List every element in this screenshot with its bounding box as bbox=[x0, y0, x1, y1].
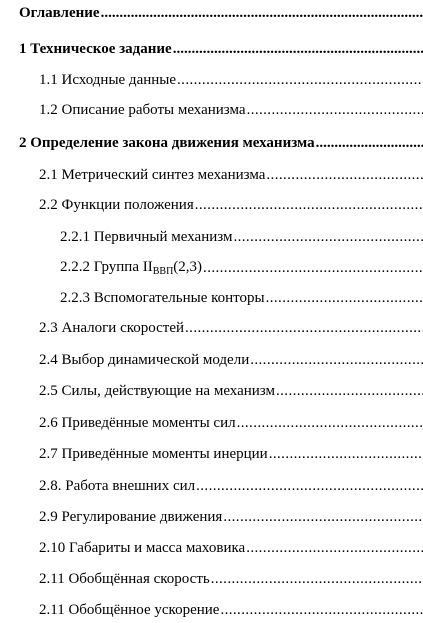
dot-leader bbox=[266, 167, 423, 184]
dot-leader bbox=[185, 320, 423, 337]
toc-entry-2[interactable] bbox=[19, 130, 423, 152]
dot-leader bbox=[195, 197, 423, 214]
dot-leader bbox=[250, 352, 423, 369]
toc-entry-2-5[interactable] bbox=[39, 378, 423, 400]
dot-leader bbox=[203, 260, 423, 277]
toc-entry-label: 1.1 Исходные данные bbox=[39, 72, 177, 88]
dot-leader bbox=[246, 540, 423, 557]
toc-entry-2-10[interactable] bbox=[39, 535, 423, 557]
toc-entry-label: 1 Техническое задание bbox=[19, 41, 172, 57]
dot-leader bbox=[177, 72, 423, 89]
toc-entry-label: 2.10 Габариты и масса маховика bbox=[39, 540, 246, 556]
dot-leader bbox=[247, 102, 423, 119]
toc-entry-2-2-3[interactable] bbox=[60, 285, 423, 307]
toc-entry-2-3[interactable] bbox=[39, 315, 423, 337]
toc-entry-label: 2.5 Силы, действующие на механизм bbox=[39, 383, 275, 399]
toc-entry-label bbox=[60, 259, 202, 277]
dot-leader bbox=[173, 41, 423, 58]
toc-entry-label-prefix: 2.2.2 Группа II bbox=[60, 259, 153, 275]
toc-entry-2-6[interactable] bbox=[39, 410, 423, 432]
toc-entry-2-2[interactable] bbox=[39, 192, 423, 214]
toc-entry-2-11[interactable] bbox=[39, 566, 423, 588]
toc-entry-label-subscript: ВВП bbox=[152, 266, 174, 277]
toc-entry-1-2[interactable] bbox=[39, 97, 423, 119]
toc-entry-2-4[interactable] bbox=[39, 347, 423, 369]
toc-entry-label: 2.3 Аналоги скоростей bbox=[39, 320, 185, 336]
toc-entry-label: 2.11 Обобщённая скорость bbox=[39, 571, 210, 587]
toc-entry-2-1[interactable] bbox=[39, 162, 423, 184]
toc-entry-label: 2.2 Функции положения bbox=[39, 197, 194, 213]
dot-leader bbox=[237, 415, 423, 432]
toc-entry-2-2-2[interactable] bbox=[60, 255, 423, 277]
toc-entry-label: 2.11 Обобщённое ускорение bbox=[39, 602, 220, 618]
dot-leader bbox=[196, 478, 423, 495]
toc-entry-1[interactable] bbox=[19, 36, 423, 58]
toc-title-label: Оглавление bbox=[19, 5, 100, 21]
toc-entry-label: 1.2 Описание работы механизма bbox=[39, 102, 246, 118]
dot-leader bbox=[269, 446, 423, 463]
toc-entry-label: 2.9 Регулирование движения bbox=[39, 509, 223, 525]
toc-entry-1-1[interactable] bbox=[39, 67, 423, 89]
toc-entry-2-2-1[interactable] bbox=[60, 224, 423, 246]
toc-entry-2-9[interactable] bbox=[39, 504, 423, 526]
toc-title bbox=[19, 0, 423, 22]
dot-leader bbox=[316, 135, 423, 152]
dot-leader bbox=[266, 290, 423, 307]
dot-leader bbox=[101, 5, 423, 22]
dot-leader bbox=[220, 602, 423, 619]
dot-leader bbox=[276, 383, 423, 400]
toc-entry-label: 2.7 Приведённые моменты инерции bbox=[39, 446, 268, 462]
toc-entry-2-8[interactable] bbox=[39, 473, 423, 495]
toc-entry-label: 2.2.3 Вспомогательные конторы bbox=[60, 290, 265, 306]
toc-entry-label-suffix: (2,3) bbox=[173, 259, 203, 275]
dot-leader bbox=[211, 571, 423, 588]
toc-entry-label: 2.2.1 Первичный механизм bbox=[60, 229, 233, 245]
toc-entry-label: 2.6 Приведённые моменты сил bbox=[39, 415, 236, 431]
toc-entry-label: 2.1 Метрический синтез механизма bbox=[39, 167, 266, 183]
toc-entry-2-7[interactable] bbox=[39, 441, 423, 463]
toc-entry-2-12[interactable] bbox=[39, 597, 423, 619]
dot-leader bbox=[223, 509, 423, 526]
toc-entry-label: 2.4 Выбор динамической модели bbox=[39, 352, 250, 368]
dot-leader bbox=[233, 229, 423, 246]
toc-entry-label: 2 Определение закона движения механизма bbox=[19, 135, 315, 151]
toc-entry-label: 2.8. Работа внешних сил bbox=[39, 478, 196, 494]
